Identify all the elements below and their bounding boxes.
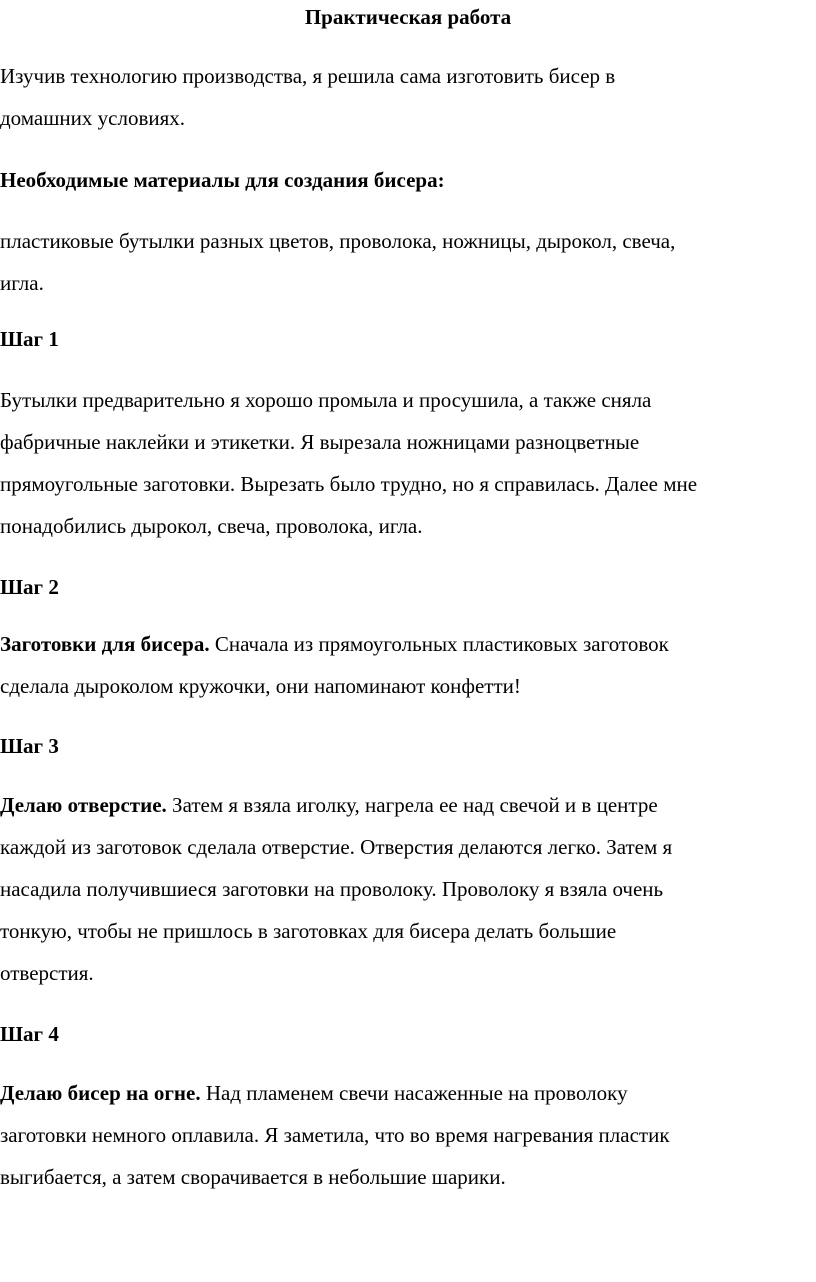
step-4-lead: Делаю бисер на огне. (0, 1081, 201, 1105)
step-3-line-1 (0, 792, 658, 818)
step-4-heading: Шаг 4 (0, 1022, 59, 1046)
step-3-line-3: насадила получившиеся заготовки на проволоку. Проволоку я взяла очень (0, 877, 664, 901)
step-2-line-2: сделала дыроколом кружочки, они напоминают конфетти! (0, 674, 521, 698)
step-3-text: Затем я взяла иголку, нагрела ее над свечой и в центре (166, 793, 658, 817)
intro-line-2: домашних условиях. (0, 106, 186, 130)
step-3-line-5: отверстия. (0, 961, 94, 985)
step-1-line-1: Бутылки предварительно я хорошо промыла и просушила, а также сняла (0, 388, 652, 412)
step-4-line-3: выгибается, а затем сворачивается в небольшие шарики. (0, 1165, 506, 1189)
step-2-line-1 (0, 631, 669, 657)
step-3-line-2: каждой из заготовок сделала отверстие. Отверстия делаются легко. Затем я (0, 835, 673, 859)
step-4-line-1 (0, 1080, 628, 1106)
step-1-line-2: фабричные наклейки и этикетки. Я вырезала ножницами разноцветные (0, 430, 640, 454)
materials-line-2: игла. (0, 271, 44, 295)
step-3-lead: Делаю отверстие. (0, 793, 167, 817)
step-4-text: Над пламенем свечи насаженные на проволоку (200, 1081, 628, 1105)
step-3-line-4: тонкую, чтобы не пришлось в заготовках для бисера делать большие (0, 919, 617, 943)
document-title: Практическая работа (304, 5, 512, 29)
step-1-line-3: прямоугольные заготовки. Вырезать было трудно, но я справилась. Далее мне (0, 472, 698, 496)
materials-heading: Необходимые материалы для создания бисера: (0, 168, 445, 192)
step-4-line-2: заготовки немного оплавила. Я заметила, что во время нагревания пластик (0, 1123, 670, 1147)
materials-line-1: пластиковые бутылки разных цветов, проволока, ножницы, дырокол, свеча, (0, 229, 676, 253)
step-2-heading: Шаг 2 (0, 575, 59, 599)
step-2-text: Сначала из прямоугольных пластиковых заготовок (209, 632, 669, 656)
intro-line-1: Изучив технологию производства, я решила сама изготовить бисер в (0, 64, 616, 88)
step-1-heading: Шаг 1 (0, 327, 59, 351)
step-1-line-4: понадобились дырокол, свеча, проволока, игла. (0, 514, 423, 538)
step-3-heading: Шаг 3 (0, 734, 59, 758)
step-2-lead: Заготовки для бисера. (0, 632, 210, 656)
